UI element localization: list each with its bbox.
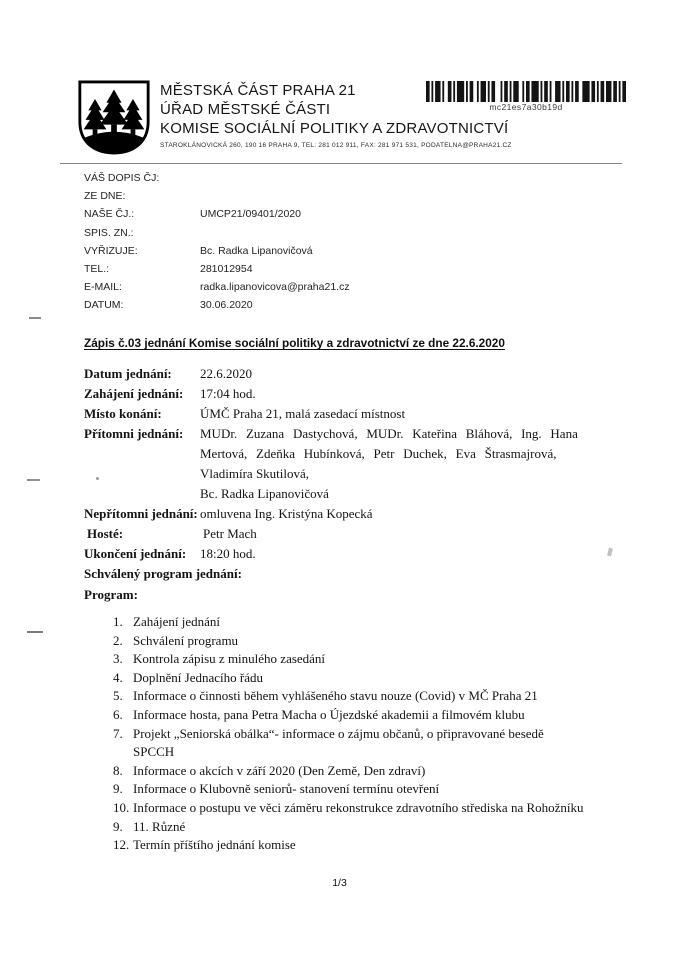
- item-number: 9.: [113, 818, 123, 834]
- letterhead-row: [84, 296, 524, 314]
- field-label: VÁŠ DOPIS ČJ:: [84, 172, 160, 184]
- barcode-text: mc21es7a30b19d: [489, 102, 563, 112]
- fold-mark: [27, 631, 43, 633]
- scan-speck: [96, 477, 99, 480]
- item-number: 9.: [113, 781, 123, 797]
- program-item: [113, 669, 595, 688]
- item-number: 7.: [113, 725, 123, 741]
- program-item: [113, 706, 595, 725]
- detail-label: Nepřítomni jednání:: [84, 506, 198, 521]
- attendee-line: Vladimíra Skutilová,: [200, 466, 310, 481]
- program-item: [113, 687, 595, 706]
- header-divider-rule: [60, 163, 622, 164]
- letterhead-row: [84, 205, 524, 223]
- item-text: Informace o Klubovně seniorů- stanovení termínu otevření: [133, 781, 440, 797]
- meeting-detail-row: [84, 364, 595, 384]
- org-address-line: STAROKLÁNOVICKÁ 260, 190 16 PRAHA 9, TEL: 281 012 911, FAX: 281 971 531, PODATELNA@PRAHA21.CZ: [160, 142, 512, 149]
- program-item: [113, 836, 595, 855]
- detail-value: ÚMČ Praha 21, malá zasedací místnost: [200, 406, 406, 421]
- item-number: 8.: [113, 762, 123, 778]
- field-value: radka.lipanovicova@praha21.cz: [200, 281, 350, 294]
- detail-label: Hosté:: [87, 526, 124, 541]
- detail-value: 18:20 hod.: [200, 546, 256, 561]
- meeting-detail-row: [84, 544, 595, 564]
- meeting-detail-row: [84, 504, 595, 524]
- attendee-line: MUDr. Zuzana Dastychová, MUDr. Kateřina Bláhová, Ing. Hana: [200, 426, 578, 441]
- page-number: 1/3: [332, 877, 347, 889]
- item-text: Informace o akcích v září 2020 (Den Země, Den zdraví): [133, 762, 426, 778]
- program-subheading: Program:: [84, 587, 138, 602]
- detail-label: Přítomni jednání:: [84, 426, 184, 441]
- meeting-detail-row: [84, 524, 595, 544]
- field-value: [200, 187, 524, 205]
- item-number: 6.: [113, 706, 123, 722]
- field-label: DATUM:: [84, 299, 124, 312]
- detail-value: 22.6.2020: [200, 366, 252, 381]
- field-value: UMCP21/09401/2020: [200, 208, 301, 221]
- program-item: [113, 632, 595, 651]
- letterhead-row: [84, 224, 524, 242]
- letterhead-row: [84, 242, 524, 260]
- item-text: Informace hosta, pana Petra Macha o Újezdské akademii a filmovém klubu: [133, 706, 525, 722]
- letterhead-row: [84, 278, 524, 296]
- item-text: Informace o činnosti během vyhlášeného stavu nouze (Covid) v MČ Praha 21: [133, 688, 538, 704]
- org-name-line3: KOMISE SOCIÁLNÍ POLITIKY A ZDRAVOTNICTVÍ: [160, 120, 509, 137]
- program-item: [113, 762, 595, 781]
- item-number: 4.: [113, 669, 123, 685]
- item-number: 3.: [113, 651, 123, 667]
- program-item: [113, 799, 595, 818]
- item-text: 11. Různé: [133, 818, 186, 834]
- fold-mark: [27, 479, 40, 481]
- item-text: Schválení programu: [133, 632, 239, 648]
- document-title: Zápis č.03 jednání Komise sociální politiky a zdravotnictví ze dne 22.6.2020: [84, 336, 505, 350]
- program-item: [113, 725, 595, 744]
- meeting-details: [84, 364, 595, 564]
- field-label: SPIS. ZN.:: [84, 226, 134, 239]
- program-item: [113, 780, 595, 799]
- program-heading: Schválený program jednání:: [84, 566, 242, 581]
- field-value: Bc. Radka Lipanovičová: [200, 244, 313, 257]
- attendee-line: Mertová, Zdeňka Hubínková, Petr Duchek, Eva Štrasmajrová,: [200, 446, 557, 461]
- scan-speck: [607, 548, 613, 557]
- item-text: Doplnění Jednacího řádu: [133, 669, 263, 685]
- item-text: Informace o postupu ve věci záměru rekonstrukce zdravotního střediska na Rohožníku: [133, 799, 584, 815]
- field-label: NAŠE ČJ.:: [84, 208, 135, 221]
- field-label: E-MAIL:: [84, 281, 122, 294]
- program-item: [113, 818, 595, 837]
- detail-value: Petr Mach: [203, 526, 257, 541]
- field-label: TEL.:: [84, 263, 110, 276]
- praha21-coat-of-arms-logo: [77, 80, 151, 157]
- detail-value: 17:04 hod.: [200, 386, 256, 401]
- program-item-continuation: [113, 743, 595, 762]
- letterhead-row: [84, 260, 524, 278]
- letterhead-row: [84, 169, 524, 187]
- letterhead-row: [84, 187, 524, 205]
- program-list: [113, 613, 595, 855]
- meeting-detail-row: [84, 404, 595, 424]
- detail-label: Zahájení jednání:: [84, 386, 184, 401]
- detail-label: Datum jednání:: [84, 366, 172, 381]
- item-number: [113, 743, 133, 762]
- fold-mark: [29, 317, 41, 319]
- org-name-line2: ÚŘAD MĚSTSKÉ ČÁSTI: [160, 101, 331, 118]
- detail-label: Místo konání:: [84, 406, 162, 421]
- field-label: VYŘIZUJE:: [84, 244, 138, 257]
- item-text: Termín příštího jednání komise: [133, 837, 296, 853]
- barcode-bars: [426, 81, 626, 102]
- item-number: 5.: [113, 688, 123, 704]
- field-value: 30.06.2020: [200, 299, 253, 312]
- letterhead-fields: [84, 169, 524, 315]
- barcode: [426, 81, 626, 112]
- field-label: ZE DNE:: [84, 190, 126, 203]
- item-text: SPCCH: [133, 744, 175, 760]
- org-name-line1: MĚSTSKÁ ČÁST PRAHA 21: [160, 82, 356, 99]
- detail-value: omluvena Ing. Kristýna Kopecká: [200, 506, 373, 521]
- item-number: 1.: [113, 614, 123, 629]
- meeting-detail-row: [84, 384, 595, 404]
- detail-label: Ukončení jednání:: [84, 546, 187, 561]
- item-text: Projekt „Seniorská obálka“- informace o zájmu občanů, o připravované besedě: [133, 725, 544, 741]
- program-item: [113, 650, 595, 669]
- item-number: 2.: [113, 632, 123, 648]
- item-number: 10.: [113, 799, 130, 815]
- program-section-heading: [84, 563, 242, 605]
- item-number: 12.: [113, 837, 130, 853]
- program-item: [113, 613, 595, 632]
- field-value: 281012954: [200, 263, 253, 276]
- item-text: Zahájení jednání: [133, 614, 220, 629]
- attendee-line: Bc. Radka Lipanovičová: [200, 486, 329, 501]
- item-text: Kontrola zápisu z minulého zasedání: [133, 651, 326, 667]
- field-value: [200, 169, 524, 187]
- meeting-detail-row-attendees: [84, 424, 595, 504]
- detail-value-attendees: [200, 424, 595, 504]
- field-value: [200, 224, 524, 242]
